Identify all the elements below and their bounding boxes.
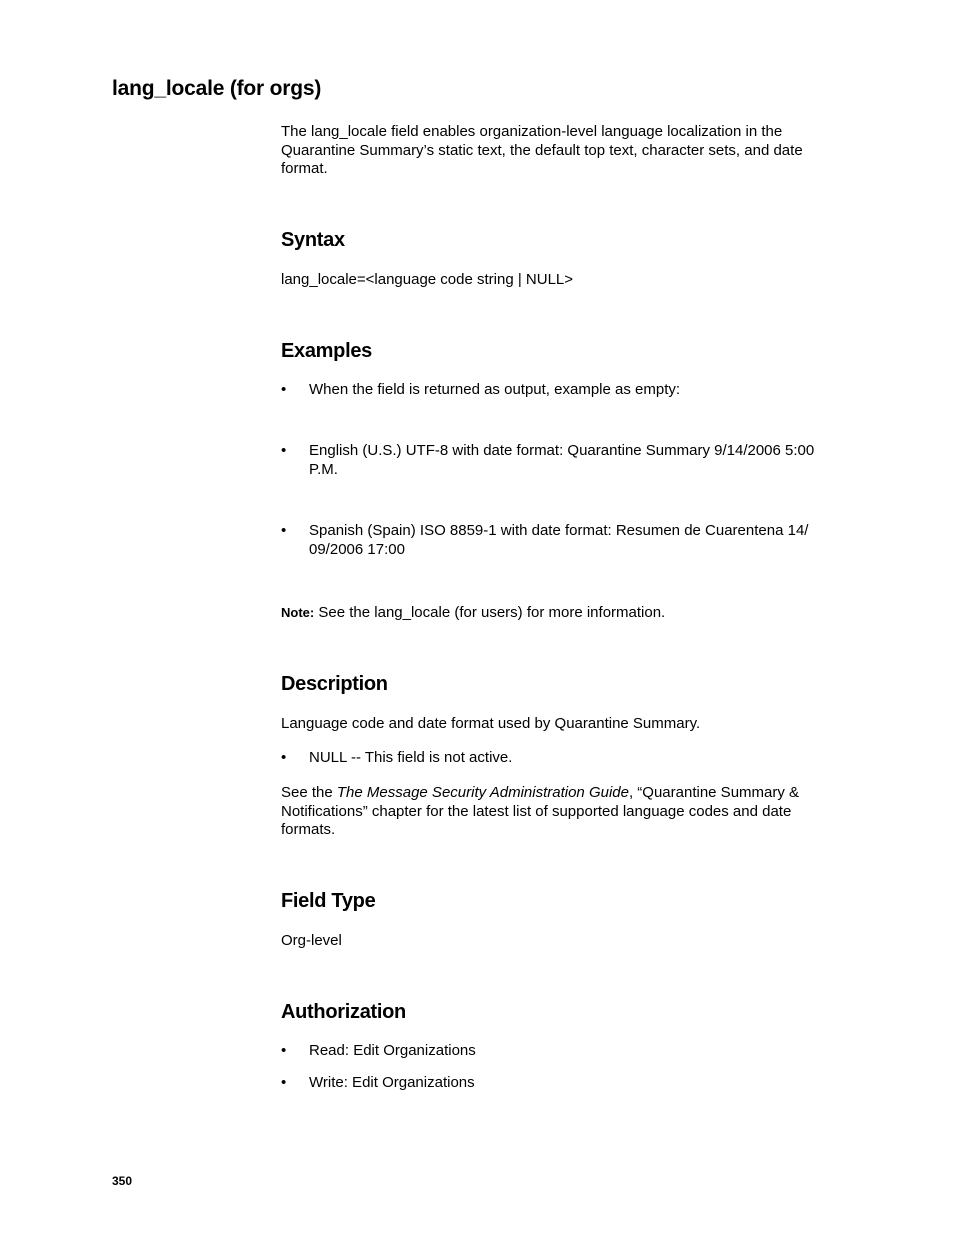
authorization-write: Write: Edit Organizations xyxy=(309,1074,475,1091)
intro-paragraph: The lang_locale field enables organization-level language localization in the Quarantine Summary’s static text, the default top text, character sets, and date format. xyxy=(281,123,803,177)
bullet-icon: • xyxy=(281,522,287,539)
bullet-icon: • xyxy=(281,381,287,398)
page-title: lang_locale (for orgs) xyxy=(112,77,322,100)
syntax-heading: Syntax xyxy=(281,229,345,251)
bullet-icon: • xyxy=(281,1074,287,1091)
authorization-heading: Authorization xyxy=(281,1001,406,1023)
syntax-text: lang_locale=<language code string | NULL> xyxy=(281,271,574,288)
description-bullet-text: NULL -- This field is not active. xyxy=(309,749,513,766)
see-prefix: See the xyxy=(281,784,337,801)
example-text: Spanish (Spain) ISO 8859-1 with date format: Resumen de Cuarentena 14/ 09/2006 17:00 xyxy=(309,522,809,558)
examples-heading: Examples xyxy=(281,340,372,362)
field-type-heading: Field Type xyxy=(281,890,376,912)
example-text: English (U.S.) UTF-8 with date format: Quarantine Summary 9/14/2006 5:00 P.M. xyxy=(309,442,815,478)
field-type-text: Org-level xyxy=(281,932,342,949)
page-number: 350 xyxy=(112,1174,133,1188)
authorization-read: Read: Edit Organizations xyxy=(309,1042,476,1059)
example-text: When the field is returned as output, example as empty: xyxy=(309,381,681,398)
note-text: See the lang_locale (for users) for more information. xyxy=(314,604,666,621)
bullet-icon: • xyxy=(281,749,287,766)
guide-title: The Message Security Administration Guide xyxy=(336,784,629,801)
see-also-paragraph xyxy=(281,784,837,840)
bullet-icon: • xyxy=(281,442,287,459)
description-text: Language code and date format used by Quarantine Summary. xyxy=(281,715,701,732)
note-label: Note: xyxy=(281,605,315,620)
description-heading: Description xyxy=(281,673,388,695)
see-suffix: , “Quarantine Summary & Notifications” chapter for the latest list of supported language codes and date formats. xyxy=(281,784,800,838)
note xyxy=(281,604,837,623)
bullet-icon: • xyxy=(281,1042,287,1059)
